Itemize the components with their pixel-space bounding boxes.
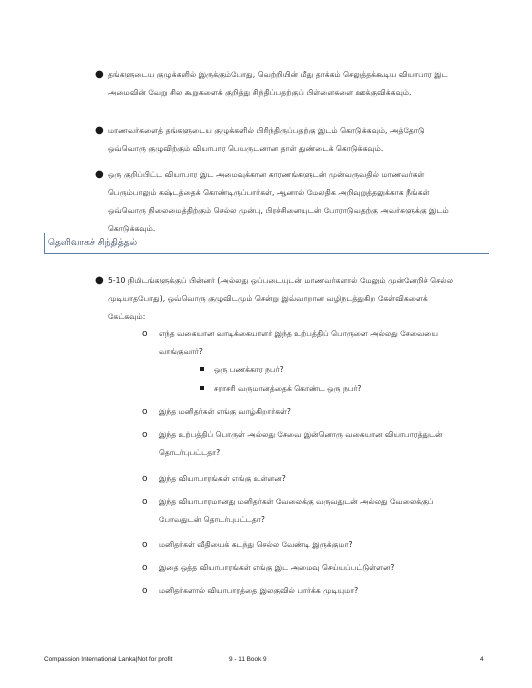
question-item <box>142 536 462 554</box>
circle-bullet-icon: o <box>142 497 148 507</box>
question-item <box>142 559 462 577</box>
list-item <box>80 122 460 158</box>
question-item <box>142 426 462 462</box>
square-bullet-icon <box>200 386 204 390</box>
bullet-text: தங்களுடைய குழுக்களில் இருக்கும்போது, வெற்றியின் மீது தாக்கம் செலுத்தக்கூடிய வியாபார இட அமைவின் வேறு சில கூறுகளைக் குறித்து சிந்திப்பதற்குப் பிள்ளைகளை ஊக்குவிக்கவும். <box>108 70 448 97</box>
circle-bullet-icon: o <box>142 540 148 550</box>
circle-bullet-icon: o <box>142 407 148 417</box>
question-text: மனிதர்கள் வீதியைக் கடந்து செல்ல வேண்டி இருக்குமா? <box>159 540 353 549</box>
bullet-text: மாணவர்களைத் தங்களுடைய குழுக்களில் பிரிந்திருப்பதற்கு இடம் கொடுக்கவும், அத்தோடு ஒவ்வொரு குழுவிற்கும் வியாபார பெயருடனான தாள் துண்டைக் கொடுக்கவும். <box>108 126 425 153</box>
question-text: இந்த மனிதர்கள் எங்கு வாழ்கிறார்கள்? <box>159 407 291 416</box>
question-text: இந்த உற்பத்திப் பொருள் அல்லது சேவை இன்னொரு வகையான வியாபாரத்துடன் தொடர்புபட்டதா? <box>159 430 443 457</box>
question-text: மனிதர்களால் வியாபாரத்தை இலகுவில் பார்க்க முடியுமா? <box>159 586 359 595</box>
section-heading: தெளிவாகச் சிந்தித்தல் <box>48 238 138 248</box>
bullet-text: ஒரு குறிப்பிட்ட வியாபார இட அமைவுக்கான காரணங்களுடன் முன்வருவதில் மாணவர்கள் பெரும்பாலும் கஷ்டத்தைக் கொண்டிருப்பார்கள், ஆனால் மேலதிக அறிவுறுத்தலுக்காக நீங்கள் ஒவ்வொரு நிலைமைத்திற்கும் செல்ல முன்பு, பிரச்சினையுடன் போராடுவதற்கு அவர்களுக்கு இடம் கொடுக்கவும். <box>108 170 449 233</box>
footer-organization: Compassion International Lanka|Not for profit <box>44 656 173 663</box>
square-bullet-icon <box>200 367 204 371</box>
question-item <box>142 325 462 361</box>
question-item <box>142 470 462 488</box>
circle-bullet-icon: o <box>142 563 148 573</box>
bullet-icon: ● <box>95 69 104 80</box>
sub-question-text: சராசரி வருமானத்தைக் கொண்ட ஒரு நபர்? <box>214 384 362 393</box>
sub-question-item <box>200 361 460 379</box>
question-text: எந்த வகையான வாடிக்கையாளர் இந்த உற்பத்திப் பொருளை அல்லது சேவையை வாங்குவார்? <box>159 329 438 356</box>
bullet-text: 5-10 நிமிடங்களுக்குப் பின்னர் (அல்லது ஒப்படையுடன் மாணவர்களால் மேலும் முன்னேறிச் செல்ல முடியாதபோது), ஒவ்வொரு குழுவிடமும் சென்று இவ்வாறான வழிநடத்துகிற கேள்விகளைக் கேட்கவும்: <box>108 276 454 321</box>
footer-book-label: 9 - 11 Book 9 <box>229 656 267 663</box>
footer-page-number: 4 <box>480 656 484 663</box>
question-item <box>142 493 462 529</box>
sub-question-item <box>200 380 460 398</box>
question-item <box>142 403 462 421</box>
question-text: இந்த வியாபாரமானது மனிதர்கள் வேலைக்கு வருவதுடன் அல்லது வேலைக்குப் போவதுடன் தொடர்புபட்டதா? <box>159 497 434 524</box>
circle-bullet-icon: o <box>142 329 148 339</box>
circle-bullet-icon: o <box>142 430 148 440</box>
circle-bullet-icon: o <box>142 474 148 484</box>
list-item <box>80 166 460 238</box>
bullet-icon: ● <box>95 169 104 180</box>
circle-bullet-icon: o <box>142 586 148 596</box>
question-text: இந்த வியாபாரங்கள் எங்கு உள்ளன? <box>159 474 286 483</box>
list-item <box>80 272 460 326</box>
question-item <box>142 582 462 600</box>
bullet-icon: ● <box>95 125 104 136</box>
list-item <box>80 66 460 102</box>
question-text: இதை ஒத்த வியாபாரங்கள் எங்கு இட அமைவு செய்யப்பட்டுள்ளன? <box>159 563 395 572</box>
sub-question-text: ஒரு பணக்கார நபர்? <box>214 365 284 374</box>
bullet-icon: ● <box>95 275 104 286</box>
